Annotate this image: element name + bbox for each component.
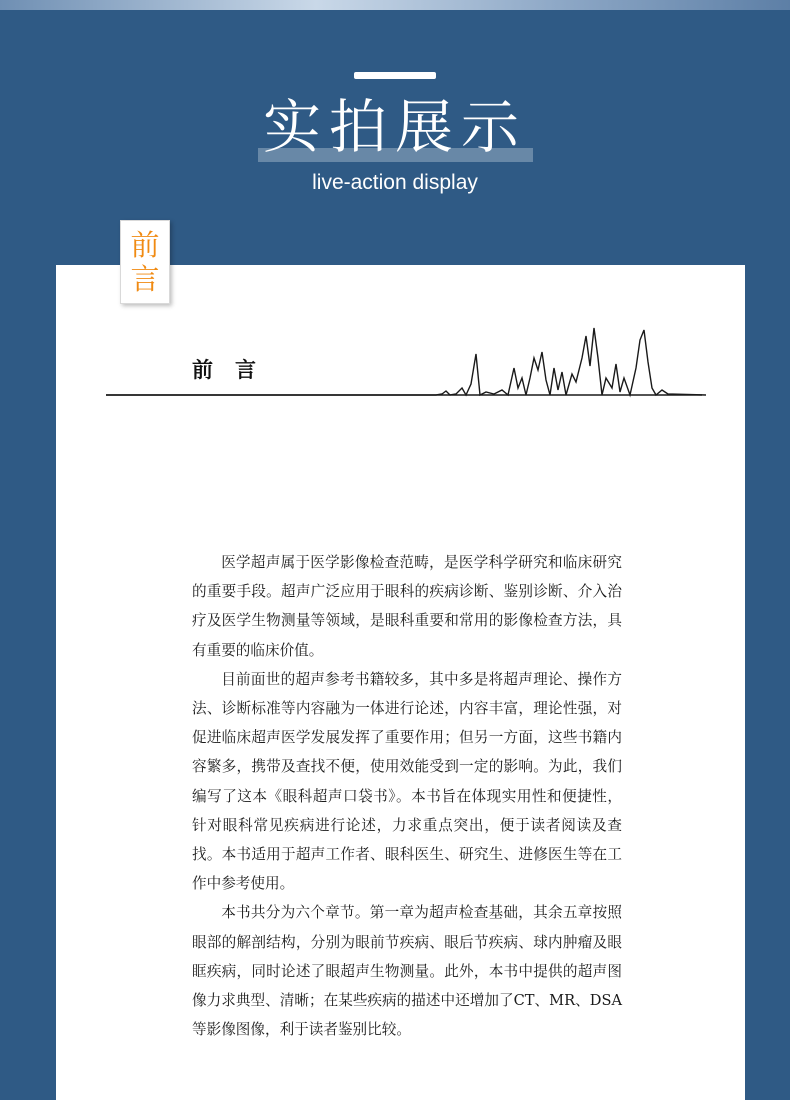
section-heading: 前言 <box>192 357 278 382</box>
section-tag <box>120 220 170 304</box>
page-subtitle: live-action display <box>312 171 478 194</box>
top-decorative-strip <box>0 0 790 10</box>
page-title: 实拍展示 <box>262 93 527 161</box>
section-tag-label: 前言 <box>130 228 160 296</box>
paragraph-1: 医学超声属于医学影像检查范畴，是医学科学研究和临床研究的重要手段。超声广泛应用于眼科的疾病诊断、鉴别诊断、介入治疗及医学生物测量等领域，是眼科重要和常用的影像检查方法，具有重要的临床价值。 <box>192 554 622 659</box>
preface-body <box>192 548 622 1044</box>
paragraph-3: 本书共分为六个章节。第一章为超声检查基础，其余五章按照眼部的解剖结构，分别为眼前节疾病、眼后节疾病、球内肿瘤及眼眶疾病，同时论述了眼超声生物测量。此外，本书中提供的超声图像力求典型、清晰；在某些疾病的描述中还增加了CT、MR、DSA等影像图像，利于读者鉴别比较。 <box>192 904 622 1039</box>
title-decoration-bar <box>354 72 436 79</box>
paragraph-2: 目前面世的超声参考书籍较多，其中多是将超声理论、操作方法、诊断标准等内容融为一体进行论述，内容丰富，理论性强，对促进临床超声医学发展发挥了重要作用；但另一方面，这些书籍内容繁多，携带及查找不便，使用效能受到一定的影响。为此，我们编写了这本《眼科超声口袋书》。本书旨在体现实用性和便捷性，针对眼科常见疾病进行论述，力求重点突出，便于读者阅读及查找。本书适用于超声工作者、眼科医生、研究生、进修医生等在工作中参考使用。 <box>192 670 622 893</box>
